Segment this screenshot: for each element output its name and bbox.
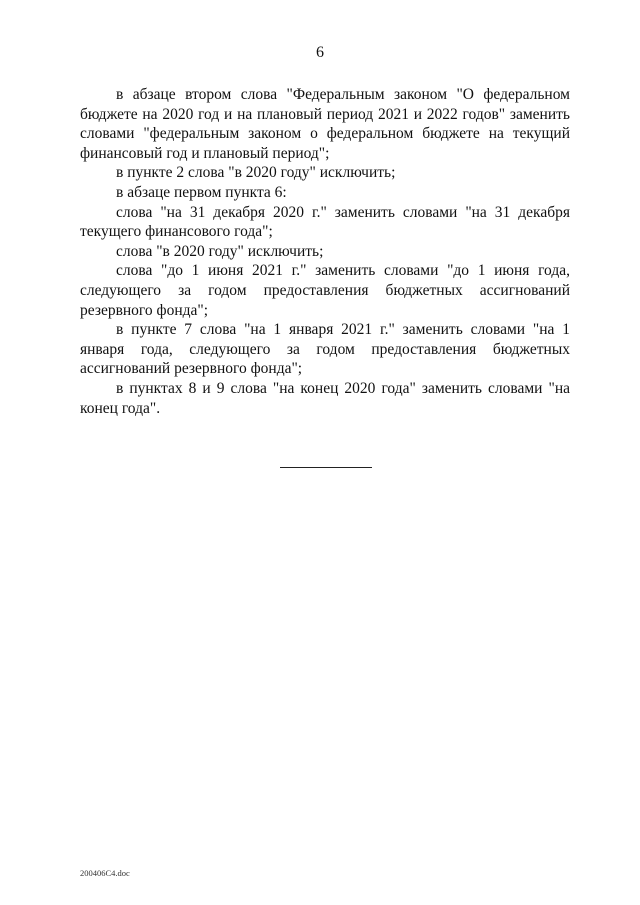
footer-file-code: 200406C4.doc (80, 868, 130, 878)
document-body (80, 85, 570, 418)
paragraph-1: в абзаце втором слова "Федеральным законом "О федеральном бюджете на 2020 год и на плановый период 2021 и 2022 годов" заменить словами "федеральным законом о федеральном бюджете на текущий финансовый год и плановый период"; (80, 86, 570, 162)
paragraph-6: слова "до 1 июня 2021 г." заменить словами "до 1 июня года, следующего за годом предоставления бюджетных ассигнований резервного фонда"; (80, 262, 570, 319)
paragraph-2: в пункте 2 слова "в 2020 году" исключить; (116, 164, 396, 182)
paragraph-8: в пунктах 8 и 9 слова "на конец 2020 года" заменить словами "на конец года". (80, 379, 570, 417)
paragraph-7: в пункте 7 слова "на 1 января 2021 г." заменить словами "на 1 января года, следующего за годом предоставления бюджетных ассигнований резервного фонда"; (80, 321, 570, 378)
paragraph-4: слова "на 31 декабря 2020 г." заменить словами "на 31 декабря текущего финансового года"; (80, 203, 570, 241)
paragraph-5: слова "в 2020 году" исключить; (116, 242, 324, 260)
paragraph-3: в абзаце первом пункта 6: (116, 183, 287, 201)
end-divider (280, 467, 372, 468)
page-number: 6 (316, 44, 324, 61)
